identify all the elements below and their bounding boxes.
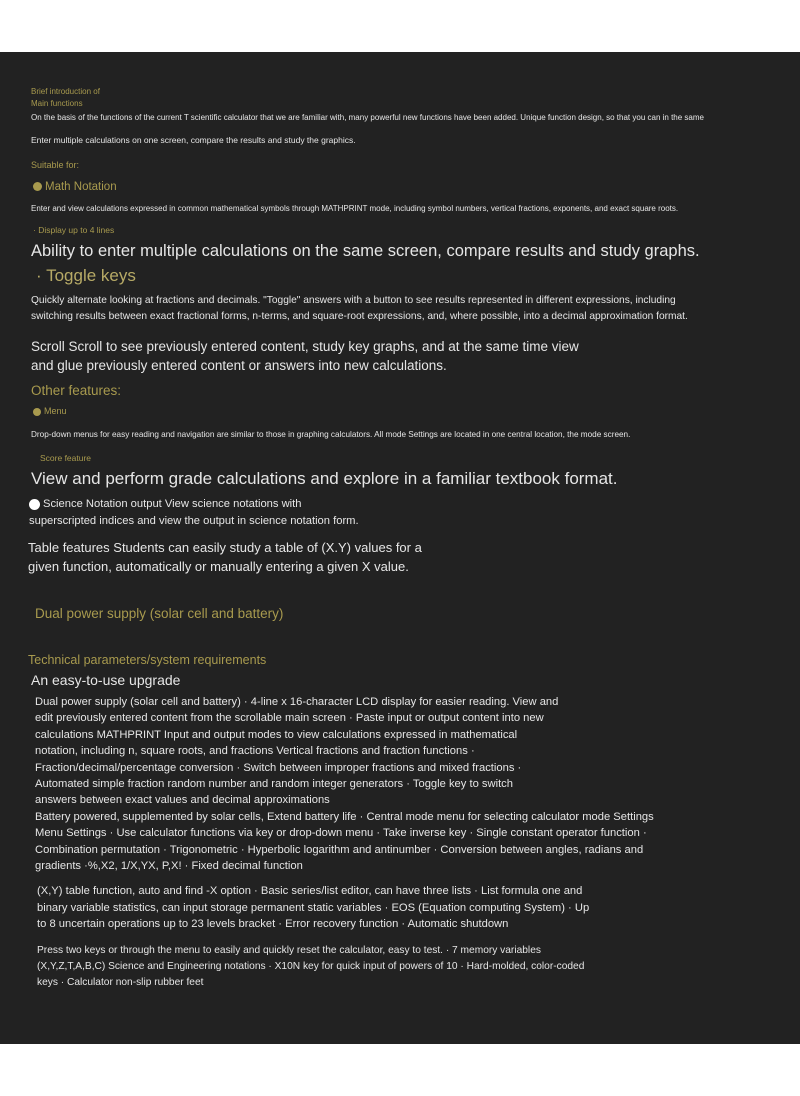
- spec-line: Battery powered, supplemented by solar cells, Extend battery life · Central mode menu for selecting calculator mode Settings: [35, 810, 654, 823]
- spec-line: Press two keys or through the menu to easily and quickly reset the calculator, easy to test. · 7 memory variables: [37, 945, 541, 956]
- spec-line: to 8 uncertain operations up to 23 levels bracket · Error recovery function · Automatic shutdown: [37, 918, 509, 930]
- toggle-desc-line2: switching results between exact fractional forms, n-terms, and square-root expressions, and, where possible, into a decimal approximation format.: [31, 311, 688, 322]
- math-notation-title: [33, 181, 117, 193]
- product-description-panel: [0, 52, 800, 1044]
- bullet-dot-icon: [33, 408, 41, 416]
- tech-specs-block3: [37, 943, 584, 992]
- tech-title: Technical parameters/system requirements: [28, 653, 267, 667]
- suitable-label: Suitable for:: [31, 160, 80, 170]
- toggle-desc-line1: Quickly alternate looking at fractions and decimals. "Toggle" answers with a button to see results represented in different expressions, including: [31, 295, 676, 306]
- score-headline: View and perform grade calculations and explore in a familiar textbook format.: [31, 469, 618, 488]
- spec-line: Combination permutation · Trigonometric · Hyperbolic logarithm and antinumber · Conversion between angles, radians and: [35, 843, 644, 856]
- intro-paragraph: On the basis of the functions of the current T scientific calculator that we are familiar with, many powerful new functions have been added. Unique function design, so that you can in the same: [31, 113, 704, 122]
- math-notation-desc: Enter and view calculations expressed in common mathematical symbols through MATHPRINT mode, including symbol numbers, vertical fractions, exponents, and exact square roots.: [31, 204, 679, 213]
- toggle-title: · Toggle keys: [36, 266, 136, 285]
- spec-line: (X,Y,Z,T,A,B,C) Science and Engineering notations · X10N key for quick input of powers of 10 · Hard-molded, color-coded: [37, 961, 585, 973]
- scroll-line2: and glue previously entered content or answers into new calculations.: [31, 358, 447, 373]
- tech-specs-block2: [37, 883, 589, 933]
- spec-line: notation, including n, square roots, and fractions Vertical fractions and fraction functions ·: [35, 745, 475, 758]
- spec-line: keys · Calculator non-slip rubber feet: [37, 977, 204, 989]
- menu-title: [33, 406, 67, 416]
- tech-subtitle: An easy-to-use upgrade: [31, 672, 181, 688]
- table-features-line1: Table features Students can easily study a table of (X.Y) values for a: [28, 540, 422, 555]
- tech-specs-block1: [35, 694, 654, 874]
- spec-line: (X,Y) table function, auto and find -X option · Basic series/list editor, can have three lists · List formula one and: [37, 885, 583, 897]
- math-notation-label: Math Notation: [45, 181, 117, 193]
- intro-heading-line1: Brief introduction of: [31, 87, 100, 96]
- spec-line: gradients ·%,X2, 1/X,YX, P,X! · Fixed decimal function: [35, 860, 303, 873]
- spec-line: Automated simple fraction random number and random integer generators · Toggle key to switch: [35, 778, 513, 791]
- spec-line: answers between exact values and decimal approximations: [35, 794, 330, 807]
- bullet-dot-icon: [33, 182, 42, 191]
- spec-line: binary variable statistics, can input storage permanent static variables · EOS (Equation computing System) · Up: [37, 901, 590, 914]
- spec-line: calculations MATHPRINT Input and output modes to view calculations expressed in mathematical: [35, 728, 518, 741]
- spec-line: Dual power supply (solar cell and battery) · 4-line x 16-character LCD display for easier reading. View and: [35, 696, 559, 708]
- score-label: Score feature: [40, 453, 92, 463]
- spec-line: Fraction/decimal/percentage conversion · Switch between improper fractions and mixed fractions ·: [35, 761, 522, 774]
- scroll-line1: Scroll Scroll to see previously entered content, study key graphs, and at the same time view: [31, 339, 579, 354]
- science-line1-text: Science Notation output View science notations with: [43, 498, 302, 510]
- menu-label: Menu: [44, 406, 67, 416]
- spec-line: edit previously entered content from the scrollable main screen · Paste input or output content into new: [35, 712, 544, 725]
- science-line1: [29, 498, 302, 510]
- table-features-line2: given function, automatically or manually entering a given X value.: [28, 559, 409, 574]
- menu-desc: Drop-down menus for easy reading and navigation are similar to those in graphing calculators. All mode Settings are located in one central location, the mode screen.: [31, 430, 631, 439]
- intro-heading-line2: Main functions: [31, 99, 83, 108]
- science-line2: superscripted indices and view the output in science notation form.: [29, 515, 359, 527]
- display-label: · Display up to 4 lines: [33, 225, 115, 235]
- other-features-title: Other features:: [31, 383, 122, 398]
- dual-power-title: Dual power supply (solar cell and battery): [35, 606, 284, 621]
- spec-line: Menu Settings · Use calculator functions via key or drop-down menu · Take inverse key · Single constant operator function ·: [35, 827, 647, 840]
- intro-multi-calc: Enter multiple calculations on one screen, compare the results and study the graphics.: [31, 135, 356, 145]
- display-headline: Ability to enter multiple calculations on the same screen, compare results and study graphs.: [31, 242, 700, 260]
- bullet-white-dot-icon: [29, 499, 40, 510]
